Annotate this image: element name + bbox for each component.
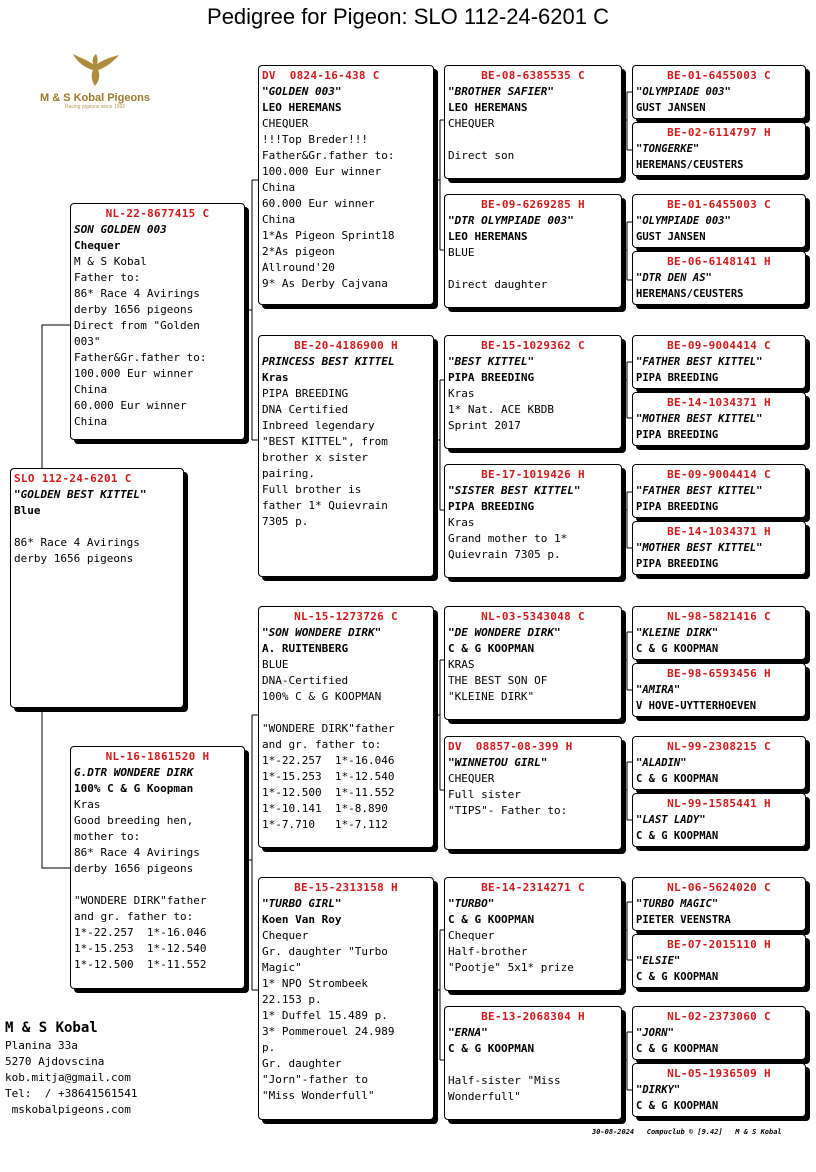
pigeon-breeder: GUST JANSEN — [636, 231, 706, 243]
page-title: Pedigree for Pigeon: SLO 112-24-6201 C — [207, 4, 609, 29]
info-line: "KLEINE DIRK" — [448, 690, 535, 703]
ring-number: BE-98-6593456 H — [667, 667, 771, 680]
info-line — [448, 132, 618, 148]
pigeon-name: "AMIRA" — [636, 684, 681, 696]
pigeon-name: "BROTHER SAFIER" — [448, 85, 554, 98]
info-line: "WONDERE DIRK"father — [262, 722, 395, 735]
contact-website[interactable]: mskobalpigeons.com — [5, 1103, 131, 1116]
pigeon-breeder: V HOVE-UYTTERHOEVEN — [636, 700, 757, 712]
pedigree-card-ggg-6[interactable] — [632, 392, 806, 446]
info-line — [74, 877, 241, 893]
pigeon-name: "MOTHER BEST KITTEL" — [636, 413, 763, 425]
pigeon-name: "DE WONDERE DIRK" — [448, 626, 561, 639]
info-line: THE BEST SON OF — [448, 674, 548, 687]
info-line: father 1* Quievrain — [262, 499, 388, 512]
info-line: 60.000 Eur winner — [262, 197, 375, 210]
ring-number: DV 0824-16-438 C — [262, 69, 380, 82]
pigeon-breeder: GUST JANSEN — [636, 102, 706, 114]
info-line: 1*-7.710 1*-7.112 — [262, 818, 388, 831]
pedigree-card-ggg-1[interactable] — [632, 65, 806, 119]
pedigree-card-ggg-15[interactable] — [632, 1006, 806, 1060]
pedigree-card-ggg-16[interactable] — [632, 1063, 806, 1117]
ring-number: NL-06-5624020 C — [667, 881, 771, 894]
pedigree-card-ggg-13[interactable] — [632, 877, 806, 931]
info-line: KRAS — [448, 658, 475, 671]
info-line: M & S Kobal — [74, 255, 147, 268]
pigeon-name: "TONGERKE" — [636, 143, 700, 155]
pedigree-card-ggg-2[interactable] — [632, 122, 806, 176]
pigeon-breeder: C & G KOOPMAN — [636, 643, 719, 655]
info-line: Half-brother — [448, 945, 528, 958]
pigeon-name: "ALADIN" — [636, 757, 687, 769]
footer-credit: 30-08-2024 Compuclub © [9.42] M & S Kobal — [592, 1128, 782, 1136]
info-line — [14, 519, 180, 535]
pedigree-card-ff[interactable] — [258, 65, 434, 305]
pigeon-breeder: C & G KOOPMAN — [448, 913, 535, 926]
pedigree-card-mf[interactable] — [258, 606, 434, 848]
info-line: Magic" — [262, 961, 302, 974]
pigeon-breeder: C & G KOOPMAN — [636, 830, 719, 842]
pigeon-color: Kras — [262, 371, 289, 384]
contact-name: M & S Kobal — [5, 1020, 98, 1036]
info-line: 1*-22.257 1*-16.046 — [74, 926, 207, 939]
info-line — [448, 261, 618, 277]
ring-number: BE-15-2313158 H — [294, 881, 398, 894]
pigeon-name: "SON WONDERE DIRK" — [262, 626, 382, 639]
pigeon-breeder: C & G KOOPMAN — [636, 1043, 719, 1055]
pigeon-name: "FATHER BEST KITTEL" — [636, 485, 763, 497]
ring-number: NL-16-1861520 H — [105, 750, 210, 763]
info-line: Kras — [448, 387, 475, 400]
pigeon-breeder: PIPA BREEDING — [636, 558, 719, 570]
contact-address: Planina 33a — [5, 1039, 78, 1052]
info-line: 100% C & G KOOPMAN — [262, 690, 382, 703]
pigeon-name: "DTR DEN AS" — [636, 272, 712, 284]
pigeon-breeder: C & G KOOPMAN — [636, 971, 719, 983]
info-line — [448, 1057, 618, 1073]
info-line: Inbreed legendary — [262, 419, 375, 432]
info-line: Father&Gr.father to: — [74, 351, 207, 364]
pedigree-card-ggg-9[interactable] — [632, 606, 806, 660]
info-line: Gr. daughter — [262, 1057, 342, 1070]
ring-number: NL-15-1273726 C — [294, 610, 398, 623]
info-line: Full brother is — [262, 483, 362, 496]
info-line: BLUE — [262, 658, 289, 671]
info-line: DNA Certified — [262, 403, 349, 416]
pigeon-name: SON GOLDEN 003 — [74, 223, 167, 236]
pigeon-name: "OLYMPIADE 003" — [636, 215, 731, 227]
contact-email[interactable]: kob.mitja@gmail.com — [5, 1071, 131, 1084]
pedigree-card-ggg-10[interactable] — [632, 663, 806, 717]
pedigree-card-fm[interactable] — [258, 335, 434, 577]
info-line: 1* Duffel 15.489 p. — [262, 1009, 388, 1022]
pigeon-name: "KLEINE DIRK" — [636, 627, 719, 639]
pigeon-name: "WINNETOU GIRL" — [448, 756, 548, 769]
pigeon-name: "ELSIE" — [636, 955, 681, 967]
ring-number: BE-01-6455003 C — [667, 69, 771, 82]
pigeon-breeder: PIPA BREEDING — [636, 501, 719, 513]
ring-number: NL-22-8677415 C — [105, 207, 210, 220]
info-line: Wonderfull" — [448, 1090, 521, 1103]
info-line: Grand mother to 1* — [448, 532, 568, 545]
pigeon-breeder: PIPA BREEDING — [448, 371, 535, 384]
info-line: Direct daughter — [448, 278, 548, 291]
info-line: 1*-10.141 1*-8.890 — [262, 802, 388, 815]
info-line: !!!Top Breder!!! — [262, 133, 368, 146]
pigeon-breeder: C & G KOOPMAN — [448, 642, 535, 655]
pedigree-card-ggg-3[interactable] — [632, 194, 806, 248]
pedigree-card-ffm[interactable] — [444, 194, 622, 308]
pedigree-card-ggg-7[interactable] — [632, 464, 806, 518]
logo-tagline: Racing pigeons since 1992 — [64, 104, 126, 110]
ring-number: BE-17-1019426 H — [481, 468, 585, 481]
pigeon-name: G.DTR WONDERE DIRK — [74, 766, 194, 779]
pigeon-breeder: LEO HEREMANS — [448, 230, 528, 243]
pedigree-card-mff[interactable] — [444, 606, 622, 720]
pedigree-card-ggg-14[interactable] — [632, 934, 806, 988]
info-line: 1*-22.257 1*-16.046 — [262, 754, 395, 767]
info-line: 1*-15.253 1*-12.540 — [262, 770, 395, 783]
kobal-logo — [30, 52, 160, 112]
ring-number: BE-09-9004414 C — [667, 339, 771, 352]
info-line: China — [262, 213, 296, 226]
pigeon-name: "GOLDEN BEST KITTEL" — [14, 488, 147, 501]
ring-number: BE-14-2314271 C — [481, 881, 585, 894]
ring-number: BE-09-9004414 C — [667, 468, 771, 481]
info-line: mother to: — [74, 830, 141, 843]
pedigree-card-mfm[interactable] — [444, 736, 622, 850]
pedigree-card-fff[interactable] — [444, 65, 622, 179]
info-line: and gr. father to: — [74, 910, 194, 923]
info-line: 2*As pigeon — [262, 245, 335, 258]
info-line: 1* NPO Strombeek — [262, 977, 368, 990]
pedigree-card-ggg-8[interactable] — [632, 521, 806, 575]
ring-number: NL-02-2373060 C — [667, 1010, 771, 1023]
info-line: and gr. father to: — [262, 738, 382, 751]
pigeon-name: PRINCESS BEST KITTEL — [262, 355, 395, 368]
pigeon-breeder: C & G KOOPMAN — [636, 1100, 719, 1112]
info-line: DNA-Certified — [262, 674, 349, 687]
info-line: 1*-12.500 1*-11.552 — [262, 786, 395, 799]
ring-number: BE-15-1029362 C — [481, 339, 585, 352]
pigeon-name: "SISTER BEST KITTEL" — [448, 484, 581, 497]
pigeon-breeder: C & G KOOPMAN — [448, 1042, 535, 1055]
info-line: China — [74, 383, 108, 396]
info-line: CHEQUER — [448, 772, 495, 785]
info-line: Allround'20 — [262, 261, 335, 274]
ring-number: BE-08-6385535 C — [481, 69, 585, 82]
info-line: Good breeding hen, — [74, 814, 194, 827]
info-line: brother x sister — [262, 451, 368, 464]
pigeon-name: "DIRKY" — [636, 1084, 681, 1096]
info-line: pairing. — [262, 467, 315, 480]
pigeon-name: "BEST KITTEL" — [448, 355, 535, 368]
ring-number: BE-09-6269285 H — [481, 198, 585, 211]
pigeon-name: "ERNA" — [448, 1026, 488, 1039]
info-line: "BEST KITTEL", from — [262, 435, 388, 448]
contact-city: 5270 Ajdovscina — [5, 1055, 105, 1068]
pigeon-breeder: C & G KOOPMAN — [636, 773, 719, 785]
info-line: p. — [262, 1041, 276, 1054]
info-line: "Pootje" 5x1* prize — [448, 961, 574, 974]
info-line: 1* Nat. ACE KBDB — [448, 403, 554, 416]
ring-number: BE-01-6455003 C — [667, 198, 771, 211]
info-line: Gr. daughter "Turbo — [262, 945, 388, 958]
pigeon-name: "MOTHER BEST KITTEL" — [636, 542, 763, 554]
info-line: Direct from "Golden — [74, 319, 200, 332]
ring-number: BE-07-2015110 H — [667, 938, 771, 951]
info-line: derby 1656 pigeons — [14, 552, 134, 565]
pedigree-card-fmf[interactable] — [444, 335, 622, 449]
pigeon-name: "LAST LADY" — [636, 814, 706, 826]
pigeon-breeder: HEREMANS/CEUSTERS — [636, 159, 744, 171]
info-line: 1*-15.253 1*-12.540 — [74, 942, 207, 955]
pigeon-name: "TURBO MAGIC" — [636, 898, 719, 910]
pigeon-name: "DTR OLYMPIADE 003" — [448, 214, 574, 227]
ring-number: DV 08857-08-399 H — [448, 740, 573, 753]
pigeon-breeder: PIPA BREEDING — [636, 372, 719, 384]
pedigree-card-ggg-5[interactable] — [632, 335, 806, 389]
pigeon-breeder: LEO HEREMANS — [448, 101, 528, 114]
logo-brand-text: M & S Kobal Pigeons — [39, 92, 150, 104]
info-line: Direct son — [448, 149, 515, 162]
info-line: Kras — [74, 798, 101, 811]
ring-number: BE-20-4186900 H — [294, 339, 398, 352]
info-line: Half-sister "Miss — [448, 1074, 561, 1087]
pedigree-card-ggg-4[interactable] — [632, 251, 806, 305]
info-line: 86* Race 4 Avirings — [74, 287, 200, 300]
info-line: "TIPS"- Father to: — [448, 804, 568, 817]
pigeon-name: "OLYMPIADE 003" — [636, 86, 731, 98]
info-line: 22.153 p. — [262, 993, 322, 1006]
info-line: Kras — [448, 516, 475, 529]
info-line: CHEQUER — [448, 117, 495, 130]
pigeon-breeder: 100% C & G Koopman — [74, 782, 194, 795]
pedigree-card-ggg-11[interactable] — [632, 736, 806, 790]
pedigree-card-ggg-12[interactable] — [632, 793, 806, 847]
ring-number: BE-13-2068304 H — [481, 1010, 585, 1023]
info-line: "WONDERE DIRK"father — [74, 894, 207, 907]
contact-phone: Tel: / +38641561541 — [5, 1087, 138, 1100]
pigeon-name: "TURBO GIRL" — [262, 897, 342, 910]
info-line: derby 1656 pigeons — [74, 862, 194, 875]
pedigree-card-father[interactable] — [70, 203, 245, 440]
info-line: Sprint 2017 — [448, 419, 521, 432]
ring-number: BE-14-1034371 H — [667, 525, 771, 538]
ring-number: SLO 112-24-6201 C — [14, 472, 132, 485]
pigeon-name: "GOLDEN 003" — [262, 85, 342, 98]
pedigree-card-mm[interactable] — [258, 877, 434, 1120]
info-line: "Jorn"-father to — [262, 1073, 368, 1086]
info-line: CHEQUER — [262, 117, 309, 130]
info-line: Father&Gr.father to: — [262, 149, 395, 162]
pedigree-card-subject[interactable] — [10, 468, 184, 708]
info-line: 100.000 Eur winner — [262, 165, 382, 178]
info-line: PIPA BREEDING — [262, 387, 349, 400]
ring-number: NL-99-1585441 H — [667, 797, 771, 810]
info-line: Chequer — [448, 929, 495, 942]
ring-number: NL-03-5343048 C — [481, 610, 585, 623]
info-line: 3* Pommerouel 24.989 — [262, 1025, 395, 1038]
pigeon-color: Chequer — [74, 239, 121, 252]
info-line: Full sister — [448, 788, 521, 801]
info-line: 100.000 Eur winner — [74, 367, 194, 380]
ring-number: NL-98-5821416 C — [667, 610, 771, 623]
ring-number: BE-02-6114797 H — [667, 126, 771, 139]
info-line: 60.000 Eur winner — [74, 399, 187, 412]
pigeon-name: "FATHER BEST KITTEL" — [636, 356, 763, 368]
info-line: 86* Race 4 Avirings — [14, 536, 140, 549]
pigeon-breeder: LEO HEREMANS — [262, 101, 342, 114]
pigeon-breeder: Koen Van Roy — [262, 913, 342, 926]
info-line: 86* Race 4 Avirings — [74, 846, 200, 859]
pedigree-card-mmm[interactable] — [444, 1006, 622, 1120]
pedigree-card-mmf[interactable] — [444, 877, 622, 991]
breeder-contact — [5, 1018, 137, 1118]
ring-number: BE-14-1034371 H — [667, 396, 771, 409]
ring-number: BE-06-6148141 H — [667, 255, 771, 268]
pigeon-color: Blue — [14, 504, 41, 517]
info-line: BLUE — [448, 246, 475, 259]
pigeon-breeder: A. RUITENBERG — [262, 642, 349, 655]
info-line — [262, 705, 430, 721]
pigeon-breeder: PIETER VEENSTRA — [636, 914, 731, 926]
ring-number: NL-99-2308215 C — [667, 740, 771, 753]
pigeon-logo-icon — [65, 52, 125, 88]
info-line: 9* As Derby Cajvana — [262, 277, 388, 290]
info-line: Chequer — [262, 929, 309, 942]
info-line: derby 1656 pigeons — [74, 303, 194, 316]
ring-number: NL-05-1936509 H — [667, 1067, 771, 1080]
info-line: 1*-12.500 1*-11.552 — [74, 958, 207, 971]
pigeon-breeder: PIPA BREEDING — [448, 500, 535, 513]
info-line: 1*As Pigeon Sprint18 — [262, 229, 395, 242]
pigeon-name: "JORN" — [636, 1027, 674, 1039]
info-line: China — [262, 181, 296, 194]
info-line: Father to: — [74, 271, 141, 284]
pigeon-breeder: HEREMANS/CEUSTERS — [636, 288, 744, 300]
pedigree-card-fmm[interactable] — [444, 464, 622, 578]
info-line: 003" — [74, 335, 101, 348]
pigeon-name: "TURBO" — [448, 897, 495, 910]
pedigree-card-mother[interactable] — [70, 746, 245, 989]
info-line: 7305 p. — [262, 515, 309, 528]
info-line: China — [74, 415, 108, 428]
info-line: "Miss Wonderfull" — [262, 1089, 375, 1102]
pigeon-breeder: PIPA BREEDING — [636, 429, 719, 441]
info-line: Quievrain 7305 p. — [448, 548, 561, 561]
